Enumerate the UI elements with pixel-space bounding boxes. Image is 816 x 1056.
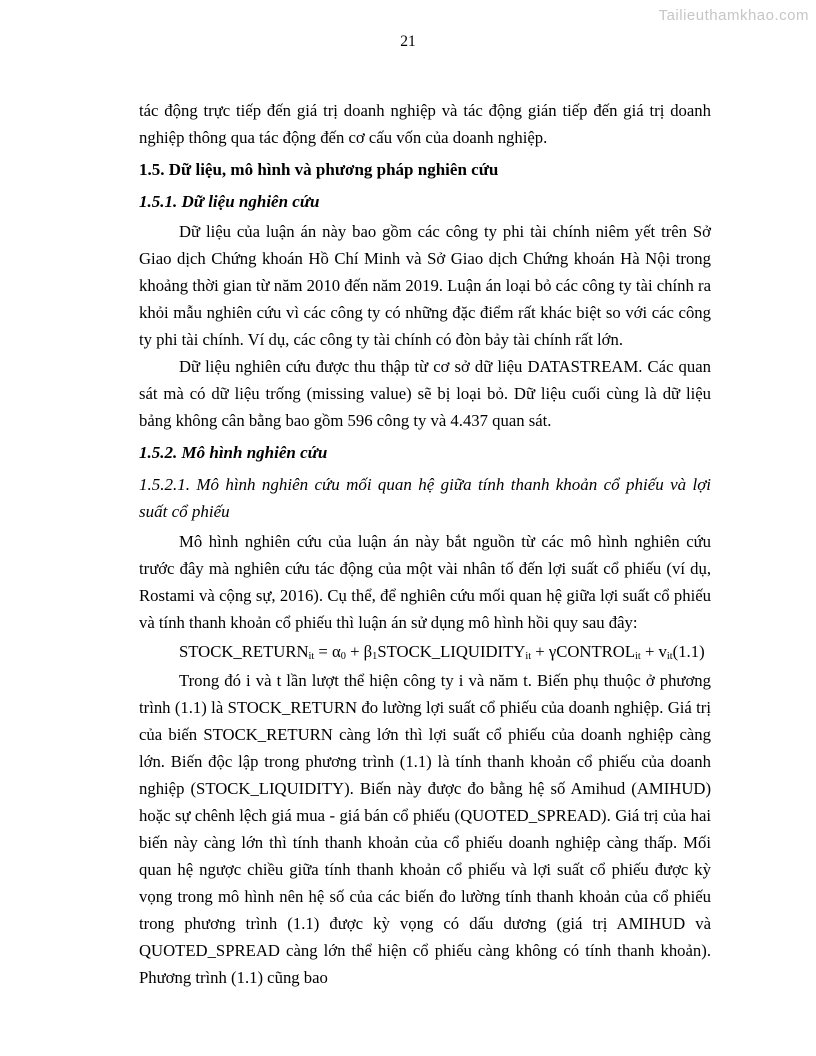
paragraph-data-collection: Dữ liệu nghiên cứu được thu thập từ cơ sở dữ liệu DATASTREAM. Các quan sát mà có dữ liệu trống (missing value) sẽ bị loại bỏ. Dữ liệu cuối cùng là dữ liệu bảng không cân bằng bao gồm 596 công ty và 4.437 quan sát. (139, 357, 711, 430)
equation-formula: $STOCK\_RETURN_{it} = \alpha_0$ + $\beta_1STOCK\_LIQUIDITY_{it}$ + γCONTROL$_{it}$ + $v_{it}$ (179, 642, 673, 662)
subsection-heading-1-5-1: 1.5.1. Dữ liệu nghiên cứu (139, 192, 320, 211)
subsection-heading-1-5-2-1: 1.5.2.1. Mô hình nghiên cứu mối quan hệ giữa tính thanh khoản cổ phiếu và lợi suất cổ phiếu (139, 475, 711, 521)
paragraph-model-origin: Mô hình nghiên cứu của luận án này bắt nguồn từ các mô hình nghiên cứu trước đây mà nghiên cứu tác động của một vài nhân tố đến lợi suất cổ phiếu (ví dụ, Rostami và cộng sự, 2016). Cụ thể, để nghiên cứu mối quan hệ giữa lợi suất cổ phiếu và tính thanh khoản cổ phiếu thì luận án sử dụng mô hình hồi quy sau đây: (139, 532, 711, 632)
equation-row (139, 638, 711, 665)
equation-number: (1.1) (672, 642, 705, 661)
paragraph-data-sources: Dữ liệu của luận án này bao gồm các công ty phi tài chính niêm yết trên Sở Giao dịch Chứng khoán Hồ Chí Minh và Sở Giao dịch Chứng khoán Hà Nội trong khoảng thời gian từ năm 2010 đến năm 2019. Luận án loại bỏ các công ty tài chính ra khỏi mẫu nghiên cứu vì các công ty có những đặc điểm rất khác biệt so với các công ty phi tài chính. Ví dụ, các công ty tài chính có đòn bảy tài chính rất lớn. (139, 222, 711, 349)
subsection-heading-1-5-2: 1.5.2. Mô hình nghiên cứu (139, 443, 328, 462)
paragraph-intro-continuation: tác động trực tiếp đến giá trị doanh nghiệp và tác động gián tiếp đến giá trị doanh nghiệp thông qua tác động đến cơ cấu vốn của doanh nghiệp. (139, 101, 711, 147)
paragraph-variables-explanation: Trong đó i và t lần lượt thể hiện công ty i và năm t. Biến phụ thuộc ở phương trình (1.1) là STOCK_RETURN đo lường lợi suất cổ phiếu của doanh nghiệp. Giá trị của biến STOCK_RETURN càng lớn thì lợi suất cổ phiếu của doanh nghiệp càng lớn. Biến độc lập trong phương trình (1.1) là tính thanh khoản cổ phiếu của doanh nghiệp (STOCK_LIQUIDITY). Biến này được đo bằng hệ số Amihud (AMIHUD) hoặc sự chênh lệch giá mua - giá bán cổ phiếu (QUOTED_SPREAD). Giá trị của hai biến này càng lớn thì tính thanh khoản của cổ phiếu doanh nghiệp càng thấp. Mối quan hệ ngược chiều giữa tính thanh khoản cổ phiếu và lợi suất cổ phiếu được kỳ vọng trong mô hình nên hệ số của các biến đo lường tính thanh khoản của cổ phiếu trong phương trình (1.1) được kỳ vọng có dấu dương (giá trị AMIHUD và QUOTED_SPREAD càng lớn thể hiện cổ phiếu càng không có tính thanh khoản). Phương trình (1.1) cũng bao (139, 671, 711, 987)
page-number: 21 (400, 33, 416, 50)
page-content (139, 97, 711, 991)
section-heading-1-5: 1.5. Dữ liệu, mô hình và phương pháp nghiên cứu (139, 160, 499, 179)
watermark: Tailieuthamkhao.com (658, 7, 809, 24)
